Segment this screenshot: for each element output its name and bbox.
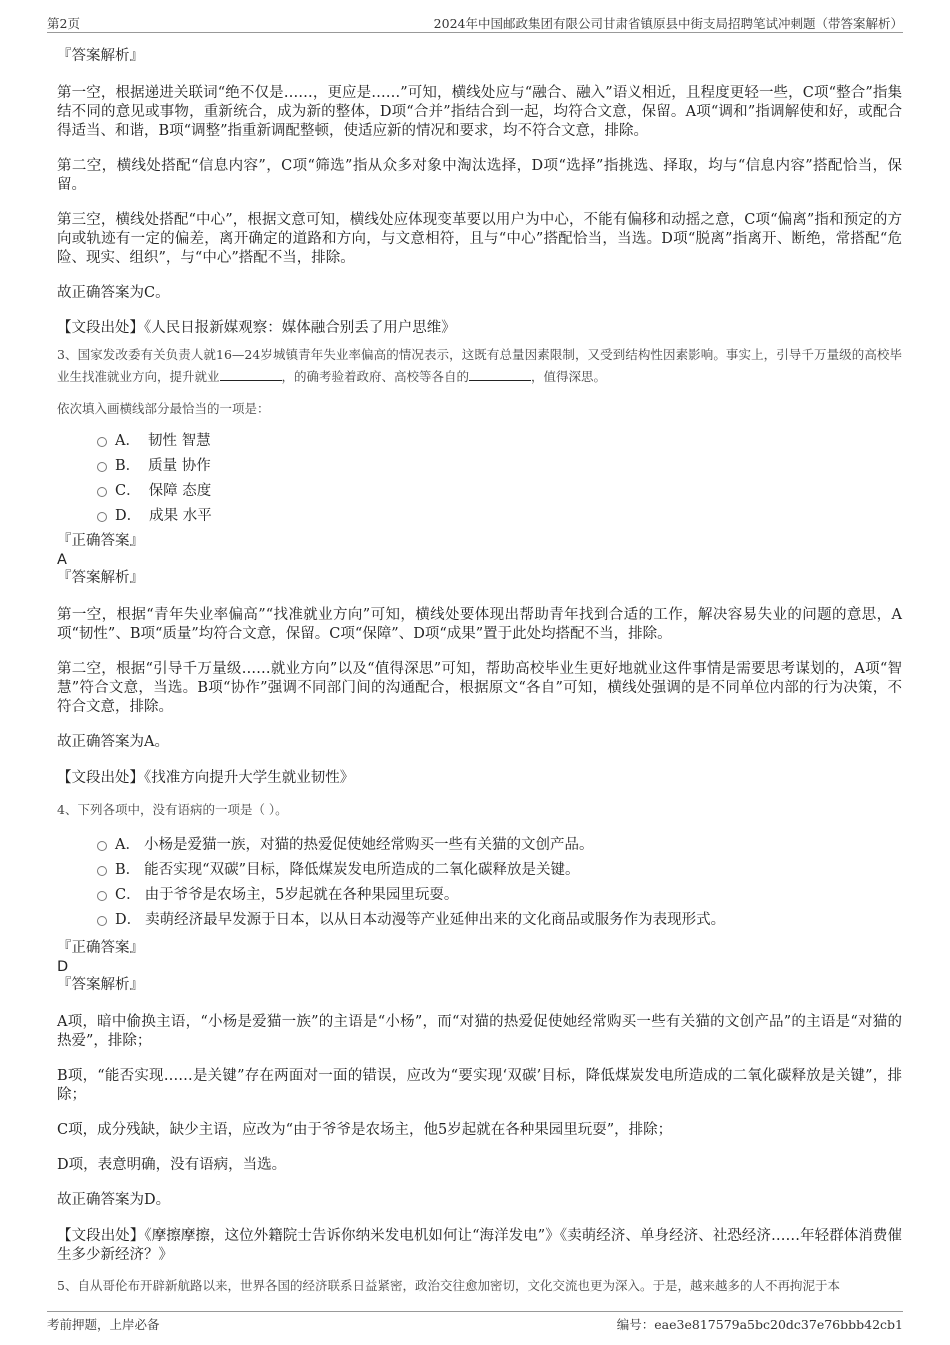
analysis-label: 『答案解析』	[57, 48, 144, 64]
correct-answer-label: 『正确答案』	[57, 533, 144, 549]
analysis-paragraph: 第一空，根据“青年失业率偏高”“找准就业方向”可知，横线处要体现出帮助青年找到合适的工作，解决容易失业的问题的意思，A项“韧性”、B项“质量”均符合文意，保留。C项“保障”、D项“成果”置于此处均搭配不当，排除。	[57, 607, 902, 642]
option-d[interactable]	[57, 911, 902, 936]
option-text: 保障 态度	[148, 483, 212, 499]
radio-icon[interactable]	[97, 916, 107, 926]
analysis-paragraph: C项，成分残缺，缺少主语，应改为“由于爷爷是农场主，他5岁起就在各种果园里玩耍”，排除；	[57, 1122, 673, 1138]
option-text: 由于爷爷是农场主，5岁起就在各种果园里玩耍。	[144, 887, 459, 903]
option-text: 成果 水平	[149, 508, 212, 524]
document-code: 编号：eae3e817579a5bc20dc37e76bbb42cb1	[616, 1317, 903, 1332]
correct-answer: A	[57, 552, 67, 568]
radio-icon[interactable]	[97, 462, 107, 472]
page-content	[57, 44, 902, 1297]
fill-blank	[220, 368, 282, 381]
question-stem	[57, 344, 902, 388]
analysis-paragraph: 第一空，根据递进关联词“绝不仅是……，更应是……”可知，横线处应与“融合、融入”语义相近，且程度更轻一些，C项“整合”指集结不同的意见或事物，重新统合，成为新的整体，D项“合并”指结合到一起，均符合文意，保留。A项“调和”指调解使和好，或配合得适当、和谐，B项“调整”指重新调配整顿，使适应新的情况和要求，均不符合文意，排除。	[57, 85, 902, 139]
option-b[interactable]	[57, 861, 902, 886]
page-footer	[47, 1311, 903, 1332]
radio-icon[interactable]	[97, 487, 107, 497]
fill-blank	[469, 368, 531, 381]
radio-icon[interactable]	[97, 891, 107, 901]
options-list	[57, 432, 902, 532]
option-letter: D．	[115, 508, 142, 524]
radio-icon[interactable]	[97, 437, 107, 447]
page-header	[47, 12, 903, 33]
stem-text: ，的确考验着政府、高校等各自的	[281, 369, 470, 384]
options-list	[57, 836, 902, 936]
option-a[interactable]	[57, 432, 902, 457]
source-citation: 【文段出处】《找准方向提升大学生就业韧性》	[57, 770, 355, 786]
analysis-paragraph: B项，“能否实现……是关键”存在两面对一面的错误，应改为“要实现‘双碳’目标，降低煤炭发电所造成的二氧化碳释放是关键”，排除；	[57, 1068, 902, 1103]
option-text: 卖萌经济最早发源于日本，以从日本动漫等产业延伸出来的文化商品或服务作为表现形式。	[145, 912, 726, 928]
analysis-paragraph: 第二空，横线处搭配“信息内容”，C项“筛选”指从众多对象中淘汰选择，D项“选择”指挑选、择取，均与“信息内容”搭配恰当，保留。	[57, 158, 902, 193]
analysis-label: 『答案解析』	[57, 977, 144, 993]
option-letter: A．	[115, 837, 140, 853]
stem-text: ，值得深思。	[531, 369, 607, 384]
answer-conclusion: 故正确答案为A。	[57, 734, 169, 750]
option-letter: D．	[115, 912, 142, 928]
radio-icon[interactable]	[97, 512, 107, 522]
option-letter: A．	[115, 433, 140, 449]
page-number: 第2页	[47, 16, 80, 31]
radio-icon[interactable]	[97, 866, 107, 876]
option-text: 质量 协作	[148, 458, 211, 474]
analysis-paragraph: 第三空，横线处搭配“中心”，根据文意可知，横线处应体现变革要以用户为中心，不能有偏移和动摇之意，C项“偏离”指和预定的方向或轨迹有一定的偏差，离开确定的道路和方向，与文意相符，且与“中心”搭配恰当，当选。D项“脱离”指离开、断绝，常搭配“危险、现实、组织”，与“中心”搭配不当，排除。	[57, 212, 902, 266]
option-letter: C．	[115, 887, 141, 903]
option-b[interactable]	[57, 457, 902, 482]
question-stem: 4、下列各项中，没有语病的一项是（ ）。	[57, 802, 288, 817]
option-c[interactable]	[57, 886, 902, 911]
option-text: 能否实现“双碳”目标，降低煤炭发电所造成的二氧化碳释放是关键。	[144, 862, 580, 878]
document-title: 2024年中国邮政集团有限公司甘肃省镇原县中街支局招聘笔试冲刺题（带答案解析）	[433, 16, 903, 31]
answer-conclusion: 故正确答案为D。	[57, 1192, 171, 1208]
correct-answer-label: 『正确答案』	[57, 940, 144, 956]
analysis-paragraph: 第二空，根据“引导千万量级……就业方向”以及“值得深思”可知，帮助高校毕业生更好地就业这件事情是需要思考谋划的，A项“智慧”符合文意，当选。B项“协作”强调不同部门间的沟通配合，根据原文“各自”可知，横线处强调的是不同单位内部的行为决策，不符合文意，排除。	[57, 661, 902, 715]
analysis-paragraph: A项，暗中偷换主语，“小杨是爱猫一族”的主语是“小杨”，而“对猫的热爱促使她经常购买一些有关猫的文创产品”的主语是“对猫的热爱”，排除；	[57, 1014, 902, 1049]
radio-icon[interactable]	[97, 841, 107, 851]
option-text: 小杨是爱猫一族，对猫的热爱促使她经常购买一些有关猫的文创产品。	[143, 837, 594, 853]
option-letter: B．	[115, 458, 141, 474]
stem-text: 3、国家发改委有关负责人就16—24岁城镇青年失业率偏高的情况表示，这既有总量因素限制，又受到结构性因素影响。事实上，引导千万量级的高校毕业生找准就业方向，提升就业	[57, 347, 902, 384]
question-stem: 5、自从哥伦布开辟新航路以来，世界各国的经济联系日益紧密，政治交往愈加密切，文化交流也更为深入。于是，越来越多的人不再拘泥于本	[57, 1278, 840, 1293]
option-c[interactable]	[57, 482, 902, 507]
option-letter: B．	[115, 862, 141, 878]
footer-slogan: 考前押题，上岸必备	[47, 1317, 160, 1332]
option-text: 韧性 智慧	[147, 433, 211, 449]
question-instruction: 依次填入画横线部分最恰当的一项是：	[57, 401, 270, 416]
option-a[interactable]	[57, 836, 902, 861]
analysis-paragraph: D项，表意明确，没有语病，当选。	[57, 1157, 287, 1173]
answer-conclusion: 故正确答案为C。	[57, 285, 170, 301]
option-letter: C．	[115, 483, 141, 499]
analysis-label: 『答案解析』	[57, 570, 144, 586]
correct-answer: D	[57, 959, 69, 975]
source-citation: 【文段出处】《人民日报新媒观察：媒体融合别丢了用户思维》	[57, 320, 456, 336]
source-citation: 【文段出处】《摩擦摩擦，这位外籍院士告诉你纳米发电机如何让“海洋发电”》《卖萌经济、单身经济、社恐经济……年轻群体消费催生多少新经济？》	[57, 1228, 902, 1263]
option-d[interactable]	[57, 507, 902, 532]
